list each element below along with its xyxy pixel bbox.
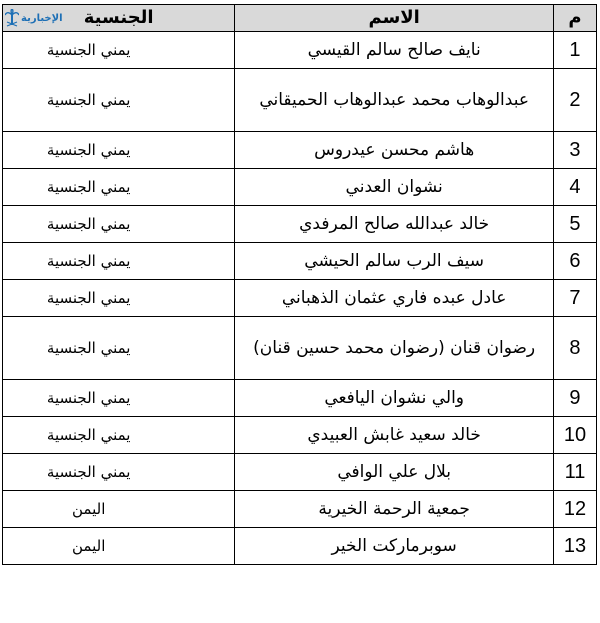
header-nationality-cell [3,5,235,32]
channel-logo [5,6,63,30]
table-body [3,32,597,565]
name-cell: عادل عبده فاري عثمان الذهباني [235,280,554,317]
name-cell: خالد عبدالله صالح المرفدي [235,206,554,243]
nationality-cell: يمني الجنسية [3,132,235,169]
table-row [3,491,597,528]
number-cell: 3 [553,132,596,169]
name-cell: عبدالوهاب محمد عبدالوهاب الحميقاني [235,69,554,132]
table-row [3,380,597,417]
nationality-cell: يمني الجنسية [3,206,235,243]
nationality-cell: يمني الجنسية [3,380,235,417]
logo-text: الإخبارية [21,12,63,24]
nationality-cell: يمني الجنسية [3,243,235,280]
number-cell: 6 [553,243,596,280]
name-cell: سوبرماركت الخير [235,528,554,565]
name-cell: جمعية الرحمة الخيرية [235,491,554,528]
nationality-cell: يمني الجنسية [3,317,235,380]
name-cell: خالد سعيد غابش العبيدي [235,417,554,454]
number-cell: 7 [553,280,596,317]
table-row [3,69,597,132]
number-cell: 12 [553,491,596,528]
header-name: الاسم [368,7,420,28]
number-cell: 11 [553,454,596,491]
number-cell: 8 [553,317,596,380]
nationality-cell: اليمن [3,491,235,528]
name-cell: هاشم محسن عيدروس [235,132,554,169]
table-row [3,169,597,206]
name-cell: بلال علي الوافي [235,454,554,491]
table-row [3,206,597,243]
nationality-cell: يمني الجنسية [3,280,235,317]
name-cell: رضوان قنان (رضوان محمد حسين قنان) [235,317,554,380]
nationality-cell: يمني الجنسية [3,454,235,491]
number-cell: 13 [553,528,596,565]
number-cell: 1 [553,32,596,69]
nationality-cell: يمني الجنسية [3,32,235,69]
table-row [3,417,597,454]
name-cell: والي نشوان اليافعي [235,380,554,417]
table-row [3,243,597,280]
header-name-cell [235,5,554,32]
table-row [3,454,597,491]
table-row [3,132,597,169]
table-row [3,32,597,69]
number-cell: 9 [553,380,596,417]
name-cell: نشوان العدني [235,169,554,206]
nationality-cell: يمني الجنسية [3,417,235,454]
palm-emblem-icon [5,9,19,27]
name-cell: نايف صالح سالم القيسي [235,32,554,69]
number-cell: 2 [553,69,596,132]
table-row [3,280,597,317]
number-cell: 5 [553,206,596,243]
nationality-cell: يمني الجنسية [3,69,235,132]
nationality-cell: يمني الجنسية [3,169,235,206]
table-header-row [3,5,597,32]
names-table [2,4,597,565]
table-row [3,317,597,380]
header-number-cell [553,5,596,32]
number-cell: 10 [553,417,596,454]
header-number: م [568,7,582,28]
header-nationality: الجنسية [83,7,154,28]
name-cell: سيف الرب سالم الحيشي [235,243,554,280]
nationality-cell: اليمن [3,528,235,565]
table-row [3,528,597,565]
number-cell: 4 [553,169,596,206]
